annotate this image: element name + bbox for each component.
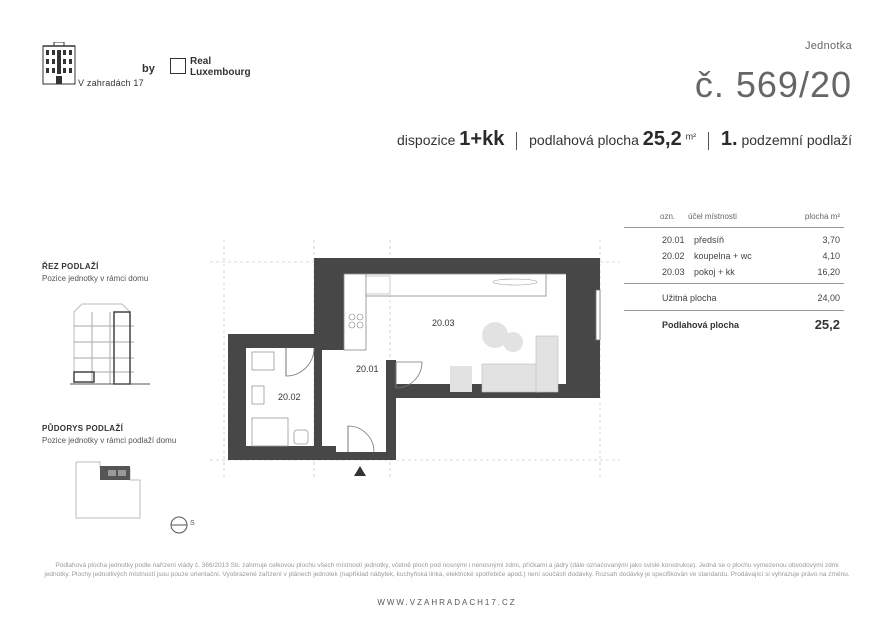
row-area: 4,10 xyxy=(822,251,840,261)
legal-note: Podlahová plocha jednotky podle nařízení vlády č. 366/2013 Sb. zahrnuje celkovou plochu všech místností jednotky, včetně ploch pod nosnými i nenosnými zdmi, příčkami a jádry (dále označovanými jako svislé konstrukce). Jedná se o plochu vymezenou obvodovými zdmi jednotky. Plochy jednotlivých místností jsou pouze orientační. Vyobrazené zařízení v plánech jednotek (například nábytek, kuchyňská linka, elektrické spotřebiče apod.) není součástí dodávky. Rozsah dodávky je specifikován ve standardu. Prodávající si vyhrazuje právo na změnu. xyxy=(44,562,850,578)
room-label-20-01: 20.01 xyxy=(356,364,379,374)
floor-position-diagram xyxy=(70,460,150,525)
website-link[interactable]: WWW.VZAHRADACH17.CZ xyxy=(377,598,517,607)
compass-label: S xyxy=(190,520,195,527)
area-value: 25,2 xyxy=(642,128,682,150)
usable-area-value: 24,00 xyxy=(817,293,840,303)
row-name: pokoj + kk xyxy=(694,267,735,277)
building-section-diagram xyxy=(70,298,150,386)
area-unit: m² xyxy=(685,131,697,142)
developer-name-line1: Real xyxy=(190,56,212,67)
row-code: 20.01 xyxy=(662,235,685,245)
total-area-label: Podlahová plocha xyxy=(662,320,740,330)
total-area-value: 25,2 xyxy=(814,317,840,332)
table-row xyxy=(654,267,840,281)
floor-label: podzemní podlaží xyxy=(741,132,852,148)
row-area: 16,20 xyxy=(817,267,840,277)
divider xyxy=(708,132,709,150)
floor-value: 1. xyxy=(720,128,738,150)
layout-label: dispozice xyxy=(397,132,456,148)
unit-number: č. 569/20 xyxy=(694,64,852,105)
header-name: účel místnosti xyxy=(688,212,737,221)
room-label-20-02: 20.02 xyxy=(278,392,301,402)
table-row xyxy=(654,251,840,265)
area-label: podlahová plocha xyxy=(529,132,639,148)
developer-name xyxy=(190,56,251,78)
floorplan-title: PŮDORYS PODLAŽÍ xyxy=(42,424,124,433)
unit-specs xyxy=(397,128,852,151)
floorplan-subtitle: Pozice jednotky v rámci podlaží domu xyxy=(42,436,177,445)
divider xyxy=(516,132,517,150)
unit-label: Jednotka xyxy=(804,40,852,52)
usable-area-row xyxy=(654,293,840,307)
row-name: předsíň xyxy=(694,235,725,245)
row-code: 20.02 xyxy=(662,251,685,261)
unit-floor-plan xyxy=(210,240,620,480)
by-label: by xyxy=(142,63,155,75)
table-row xyxy=(654,235,840,249)
row-area: 3,70 xyxy=(822,235,840,245)
building-logo-icon xyxy=(42,42,76,86)
usable-area-label: Užitná plocha xyxy=(662,293,717,303)
table-divider xyxy=(624,283,844,284)
header-code: ozn. xyxy=(660,212,676,221)
room-label-20-03: 20.03 xyxy=(432,318,455,328)
total-area-row xyxy=(654,318,840,332)
row-code: 20.03 xyxy=(662,267,685,277)
project-name: V zahradách 17 xyxy=(78,78,144,88)
section-subtitle: Pozice jednotky v rámci domu xyxy=(42,274,149,283)
table-header xyxy=(654,212,840,226)
header-area: plocha m² xyxy=(804,212,840,221)
developer-name-line2: Luxembourg xyxy=(190,67,251,78)
developer-logo-icon xyxy=(170,58,186,74)
section-title: ŘEZ PODLAŽÍ xyxy=(42,262,99,271)
row-name: koupelna + wc xyxy=(694,251,752,261)
table-divider xyxy=(624,227,844,228)
area-table xyxy=(654,212,844,338)
table-divider xyxy=(624,310,844,311)
layout-value: 1+kk xyxy=(459,128,505,150)
